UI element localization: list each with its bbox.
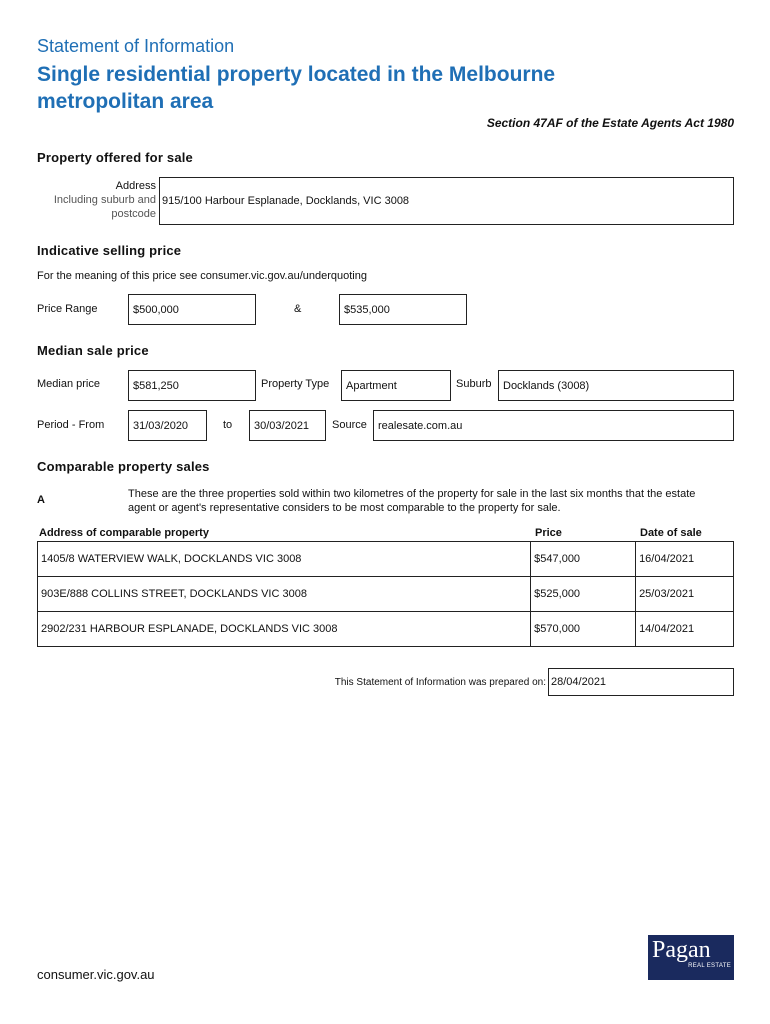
address-label-sub: Including suburb and [53, 194, 156, 206]
address-field[interactable]: 915/100 Harbour Esplanade, Docklands, VIC 3008 [159, 177, 734, 225]
section-heading-indicative: Indicative selling price [37, 243, 182, 258]
range-separator: & [294, 303, 302, 315]
comparable-marker: A [37, 494, 45, 506]
comparable-price-cell[interactable]: $525,000 [531, 577, 636, 612]
comparable-price-cell[interactable]: $547,000 [531, 542, 636, 577]
comparable-address-cell[interactable]: 2902/231 HARBOUR ESPLANADE, DOCKLANDS VIC 3008 [38, 612, 531, 647]
comparable-table [37, 541, 734, 647]
comparable-address-cell[interactable]: 903E/888 COLLINS STREET, DOCKLANDS VIC 3008 [38, 577, 531, 612]
source-field[interactable]: realesate.com.au [373, 410, 734, 441]
source-label: Source [332, 419, 367, 431]
section-heading-property: Property offered for sale [37, 150, 193, 165]
comparable-address-cell[interactable]: 1405/8 WATERVIEW WALK, DOCKLANDS VIC 3008 [38, 542, 531, 577]
median-price-field[interactable]: $581,250 [128, 370, 256, 401]
period-to-field[interactable]: 30/03/2021 [249, 410, 326, 441]
period-from-label: Period - From [37, 419, 105, 431]
comparable-date-cell[interactable]: 16/04/2021 [636, 542, 734, 577]
suburb-label: Suburb [456, 378, 492, 390]
section-heading-comparable: Comparable property sales [37, 459, 210, 474]
column-header-price: Price [535, 527, 562, 539]
document-title: Single residential property located in the Melbourne metropolitan area [37, 63, 556, 113]
logo-wordmark: Pagan [652, 937, 711, 963]
logo-subtext: REAL ESTATE [688, 963, 731, 969]
section-heading-median: Median sale price [37, 343, 149, 358]
address-label: Address [115, 180, 156, 192]
act-reference: Section 47AF of the Estate Agents Act 1980 [486, 116, 734, 130]
price-low-field[interactable]: $500,000 [128, 294, 256, 325]
document-subtitle: Statement of Information [37, 36, 235, 56]
suburb-field[interactable]: Docklands (3008) [498, 370, 734, 401]
indicative-note: For the meaning of this price see consumer.vic.gov.au/underquoting [37, 270, 367, 282]
price-high-field[interactable]: $535,000 [339, 294, 467, 325]
table-row [38, 542, 734, 577]
footer-site-link[interactable]: consumer.vic.gov.au [37, 967, 155, 982]
comparable-description: These are the three properties sold within two kilometres of the property for sale in the last six months that the estate agent or agent's representative considers to be most comparable to the property for sale. [128, 488, 696, 514]
median-price-label: Median price [37, 378, 100, 390]
column-header-address: Address of comparable property [39, 527, 209, 539]
agency-logo [648, 935, 734, 980]
prepared-on-label: This Statement of Information was prepared on: [334, 677, 546, 688]
property-type-label: Property Type [261, 378, 330, 390]
comparable-price-cell[interactable]: $570,000 [531, 612, 636, 647]
comparable-date-cell[interactable]: 14/04/2021 [636, 612, 734, 647]
prepared-date-field[interactable]: 28/04/2021 [548, 668, 734, 696]
table-row [38, 612, 734, 647]
column-header-date: Date of sale [640, 527, 702, 539]
table-row [38, 577, 734, 612]
period-to-label: to [223, 419, 233, 431]
comparable-date-cell[interactable]: 25/03/2021 [636, 577, 734, 612]
address-label-sub2: postcode [111, 208, 156, 220]
property-type-field[interactable]: Apartment [341, 370, 451, 401]
price-range-label: Price Range [37, 303, 98, 315]
period-from-field[interactable]: 31/03/2020 [128, 410, 207, 441]
